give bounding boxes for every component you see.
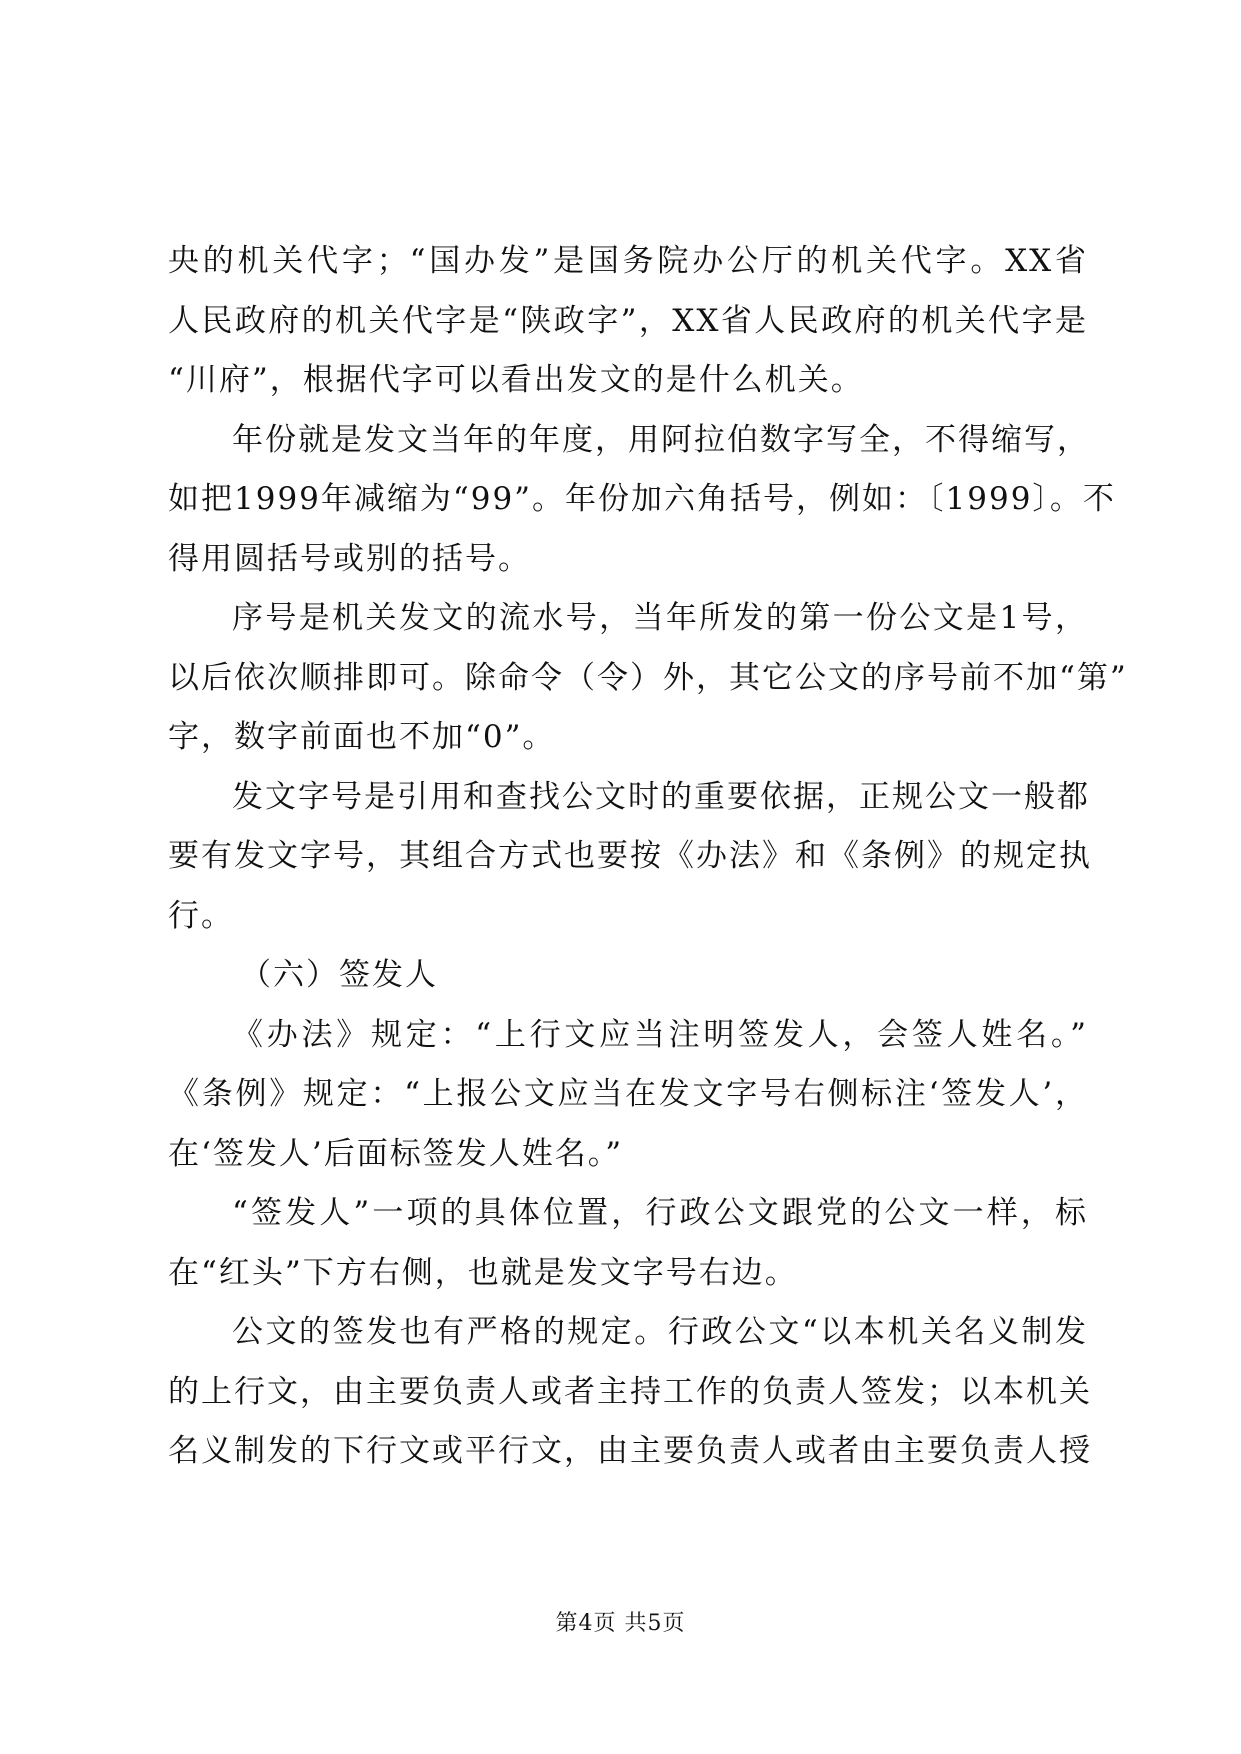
text-line: “川府”，根据代字可以看出发文的是什么机关。 — [168, 362, 864, 398]
page-number-footer: 第4页 共5页 — [555, 1611, 686, 1636]
text-line: 年份就是发文当年的年度，用阿拉伯数字写全，不得缩写， — [232, 421, 1090, 458]
text-line: 序号是机关发文的流水号，当年所发的第一份公文是1号， — [232, 600, 1088, 636]
text-line: 名义制发的下行文或平行文，由主要负责人或者由主要负责人授 — [168, 1433, 1092, 1469]
text-line: 发文字号是引用和查找公文时的重要依据，正规公文一般都 — [232, 778, 1090, 815]
text-line: 的上行文，由主要负责人或者主持工作的负责人签发；以本机关 — [168, 1373, 1092, 1410]
text-line: 得用圆括号或别的括号。 — [168, 540, 531, 577]
document-body — [168, 232, 1128, 1482]
text-line: 《办法》规定：“上行文应当注明签发人，会签人姓名。” — [232, 1016, 1088, 1053]
text-line: 公文的签发也有严格的规定。行政公文“以本机关名义制发 — [232, 1314, 1088, 1350]
text-line: 行。 — [168, 897, 234, 934]
text-line: 要有发文字号，其组合方式也要按《办法》和《条例》的规定执 — [168, 838, 1092, 874]
text-line: 在“红头”下方右侧，也就是发文字号右边。 — [168, 1254, 798, 1291]
text-line: 以后依次顺排即可。除命令（令）外，其它公文的序号前不加“第” — [168, 659, 1128, 696]
section-heading: （六）签发人 — [240, 957, 438, 993]
text-line: 央的机关代字；“国办发”是国务院办公厅的机关代字。XX省 — [168, 243, 1088, 279]
text-line: 字，数字前面也不加“0”。 — [168, 719, 556, 755]
text-line: 在‘签发人’后面标签发人姓名。” — [168, 1135, 624, 1172]
text-line: 如把1999年减缩为“99”。年份加六角括号，例如：〔1999〕。不 — [168, 481, 1116, 517]
text-line: 《条例》规定：“上报公文应当在发文字号右侧标注‘签发人’， — [168, 1076, 1088, 1112]
text-line: 人民政府的机关代字是“陕政字”，XX省人民政府的机关代字是 — [168, 302, 1088, 339]
text-line: “签发人”一项的具体位置，行政公文跟党的公文一样，标 — [232, 1195, 1088, 1231]
